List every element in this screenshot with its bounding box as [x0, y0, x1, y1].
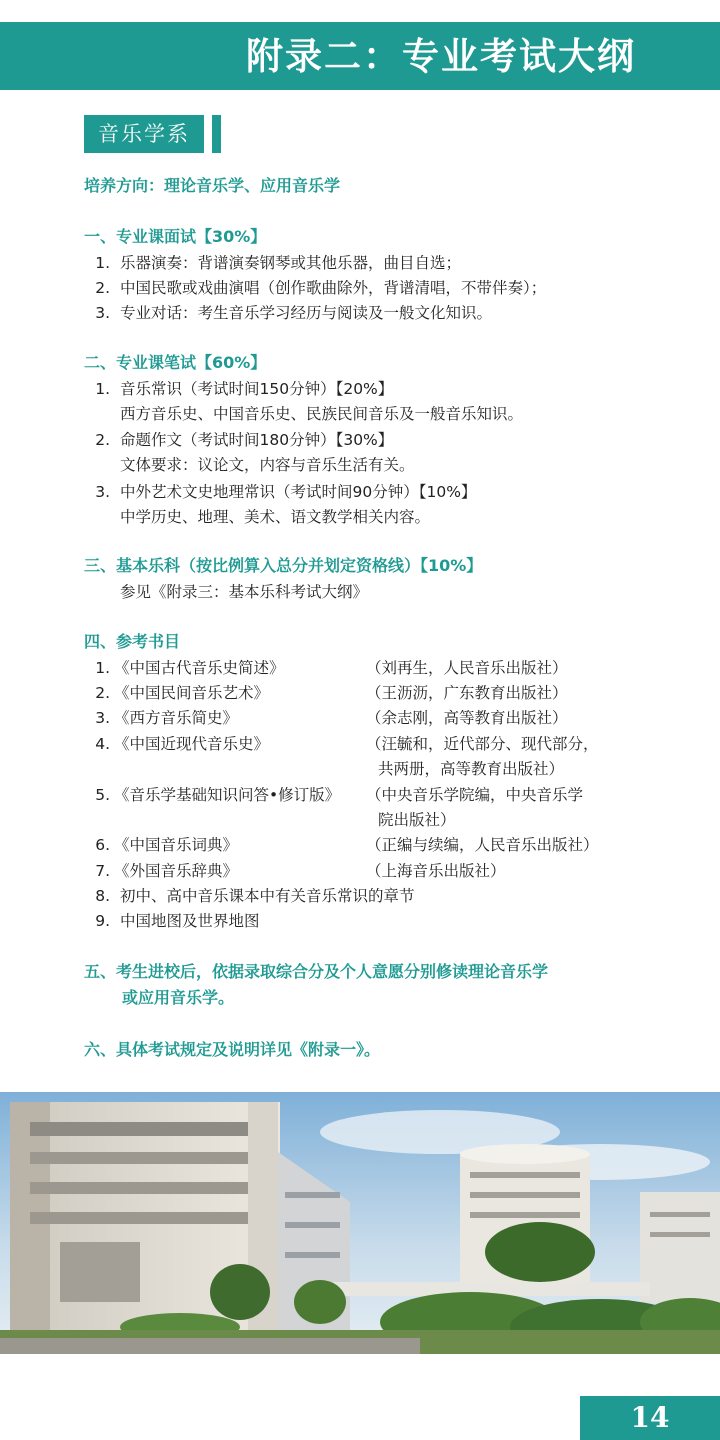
list-number: 7. [95, 862, 110, 880]
book-title: 《外国音乐辞典》 [114, 862, 239, 880]
book-title: 《中国音乐词典》 [114, 836, 239, 854]
book-title: 中国地图及世界地图 [120, 912, 260, 930]
book-publisher: （正编与续编，人民音乐出版社） [366, 836, 599, 854]
section-3-detail: 参见《附录三：基本乐科考试大纲》 [120, 583, 369, 601]
list-item: 中国民歌或戏曲演唱（创作歌曲除外，背谱清唱，不带伴奏）； [120, 279, 547, 297]
list-number: 3. [95, 709, 110, 727]
book-publisher-cont: 共两册，高等教育出版社） [378, 760, 565, 778]
section-5-heading-cont: 或应用音乐学。 [122, 988, 235, 1007]
list-item: 命题作文（考试时间180分钟）【30%】 [120, 431, 394, 449]
book-publisher: （余志刚，高等教育出版社） [366, 709, 568, 727]
book-publisher-cont: 院出版社） [378, 811, 456, 829]
list-number: 2. [95, 684, 110, 702]
list-number: 2. [95, 431, 110, 449]
book-title: 初中、高中音乐课本中有关音乐常识的章节 [120, 887, 415, 905]
section-2-heading: 二、专业课笔试【60%】 [84, 353, 267, 372]
book-title: 《中国古代音乐史简述》 [114, 659, 285, 677]
list-item: 中外艺术文史地理常识（考试时间90分钟）【10%】 [120, 483, 477, 501]
book-publisher: （汪毓和，近代部分、现代部分， [366, 735, 599, 753]
page-number: 14 [580, 1396, 720, 1440]
section-6-heading: 六、具体考试规定及说明详见《附录一》。 [84, 1040, 381, 1059]
list-item: 乐器演奏：背谱演奏钢琴或其他乐器，曲目自选； [120, 254, 462, 272]
book-title: 《西方音乐简史》 [114, 709, 239, 727]
list-item: 音乐常识（考试时间150分钟）【20%】 [120, 380, 394, 398]
book-publisher: （刘再生，人民音乐出版社） [366, 659, 568, 677]
book-publisher: （王沥沥，广东教育出版社） [366, 684, 568, 702]
section-4-heading: 四、参考书目 [84, 632, 181, 651]
list-item: 专业对话：考生音乐学习经历与阅读及一般文化知识。 [120, 304, 493, 322]
list-item-detail: 西方音乐史、中国音乐史、民族民间音乐及一般音乐知识。 [120, 405, 524, 423]
book-publisher: （上海音乐出版社） [366, 862, 506, 880]
training-direction: 培养方向：理论音乐学、应用音乐学 [84, 176, 341, 195]
list-number: 2. [95, 279, 110, 297]
page-title: 附录二：专业考试大纲 [246, 34, 636, 78]
header-bar [0, 22, 720, 90]
list-number: 6. [95, 836, 110, 854]
list-item-detail: 文体要求：议论文，内容与音乐生活有关。 [120, 456, 415, 474]
section-1-heading: 一、专业课面试【30%】 [84, 227, 267, 246]
department-tag: 音乐学系 [84, 115, 204, 153]
list-number: 4. [95, 735, 110, 753]
list-number: 8. [95, 887, 110, 905]
department-tag-stripe [212, 115, 221, 153]
book-title: 《音乐学基础知识问答•修订版》 [114, 786, 341, 804]
list-number: 3. [95, 304, 110, 322]
book-title: 《中国民间音乐艺术》 [114, 684, 270, 702]
list-number: 1. [95, 254, 110, 272]
book-title: 《中国近现代音乐史》 [114, 735, 270, 753]
list-number: 1. [95, 659, 110, 677]
list-number: 9. [95, 912, 110, 930]
section-5-heading: 五、考生进校后，依据录取综合分及个人意愿分别修读理论音乐学 [84, 962, 549, 981]
section-3-heading: 三、基本乐科（按比例算入总分并划定资格线）【10%】 [84, 556, 483, 575]
list-item-detail: 中学历史、地理、美术、语文教学相关内容。 [120, 508, 431, 526]
list-number: 1. [95, 380, 110, 398]
list-number: 5. [95, 786, 110, 804]
book-publisher: （中央音乐学院编，中央音乐学 [366, 786, 584, 804]
campus-photo [0, 1092, 720, 1354]
list-number: 3. [95, 483, 110, 501]
